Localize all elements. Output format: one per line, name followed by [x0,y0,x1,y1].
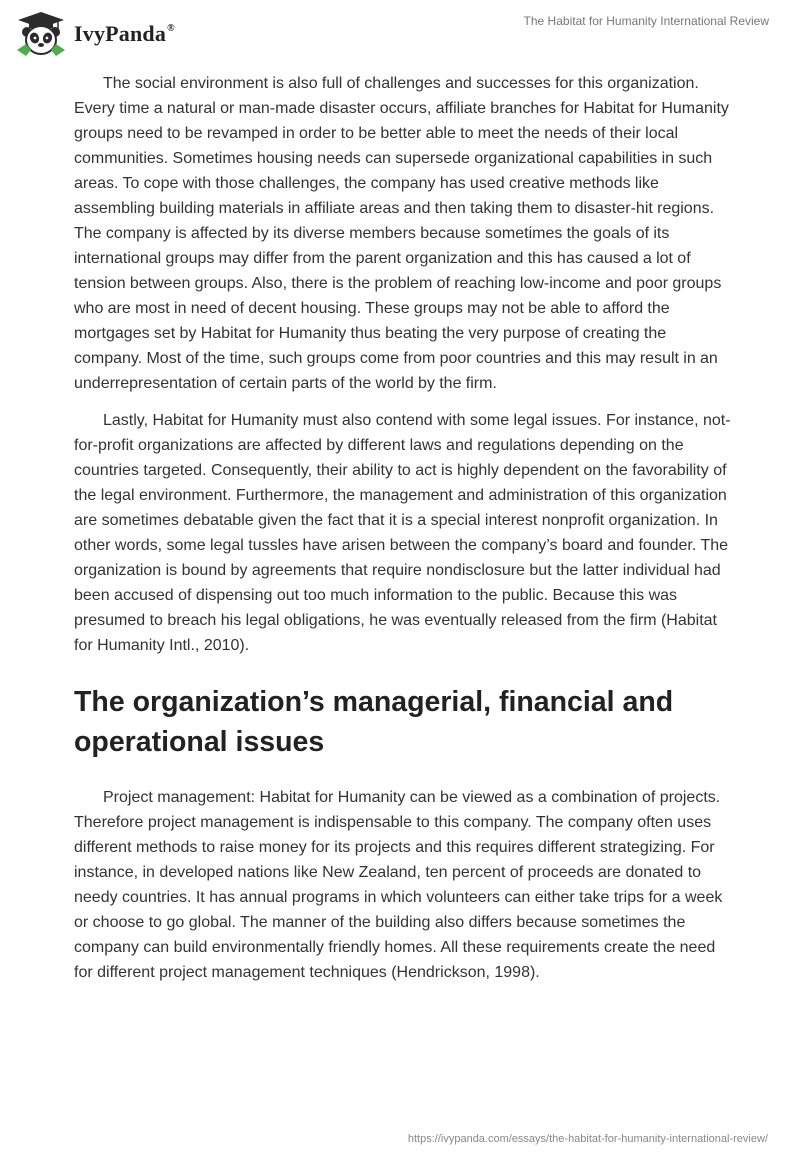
brand-name: IvyPanda® [74,21,175,46]
paragraph-legal-issues: Lastly, Habitat for Humanity must also contend with some legal issues. For instance, not-for-profit organizations are affected by different laws and regulations depending on the countries targeted. Consequently, their ability to act is highly dependent on the favorability of the legal environment. Furthermore, the management and administration of this organization are sometimes debatable given the fact that it is a special interest nonprofit organization. In other words, some legal tussles have arisen between the company’s board and founder. The organization is bound by agreements that require nondisclosure but the latter individual had been accused of dispensing out too much information to the public. Because this was presumed to breach his legal obligations, he was eventually released from the firm (Habitat for Humanity Intl., 2010). [74,412,731,654]
section-heading: The organization’s managerial, financial and operational issues [74,686,674,758]
registered-mark: ® [167,23,175,34]
document-title: The Habitat for Humanity International Review [523,14,769,28]
paragraph-project-management: Project management: Habitat for Humanity can be viewed as a combination of projects. Therefore project management is indispensable to this company. The company often uses different methods to raise money for its projects and this requires different strategizing. For instance, in developed nations like New Zealand, ten percent of proceeds are donated to needy countries. It has annual programs in which volunteers can either take trips for a week or choose to go global. The manner of the building also differs because sometimes the company can build environmentally friendly homes. All these requirements create the need for different project management techniques (Hendrickson, 1998). [74,789,723,981]
essay-body [74,71,738,985]
paragraph-social-environment: The social environment is also full of challenges and successes for this organization. Every time a natural or man-made disaster occurs, affiliate branches for Habitat for Humanity groups need to be revamped in order to be better able to meet the needs of their local communities. Sometimes housing needs can supersede organizational capabilities in such areas. To cope with those challenges, the company has used creative methods like assembling building materials in affiliate areas and then taking them to disaster-hit regions. The company is affected by its diverse members because sometimes the goals of its international groups may differ from the parent organization and this has caused a lot of tension between groups. Also, there is the problem of reaching low-income and poor groups who are most in need of decent housing. These groups may not be able to afford the mortgages set by Habitat for Humanity thus beating the very purpose of creating the company. Most of the time, such groups come from poor countries and this may result in an underrepresentation of certain parts of the world by the firm. [74,75,729,392]
ivypanda-logo[interactable] [14,10,175,58]
panda-graduation-cap-icon [14,10,68,58]
source-url[interactable]: https://ivypanda.com/essays/the-habitat-for-humanity-international-review/ [407,1133,768,1145]
